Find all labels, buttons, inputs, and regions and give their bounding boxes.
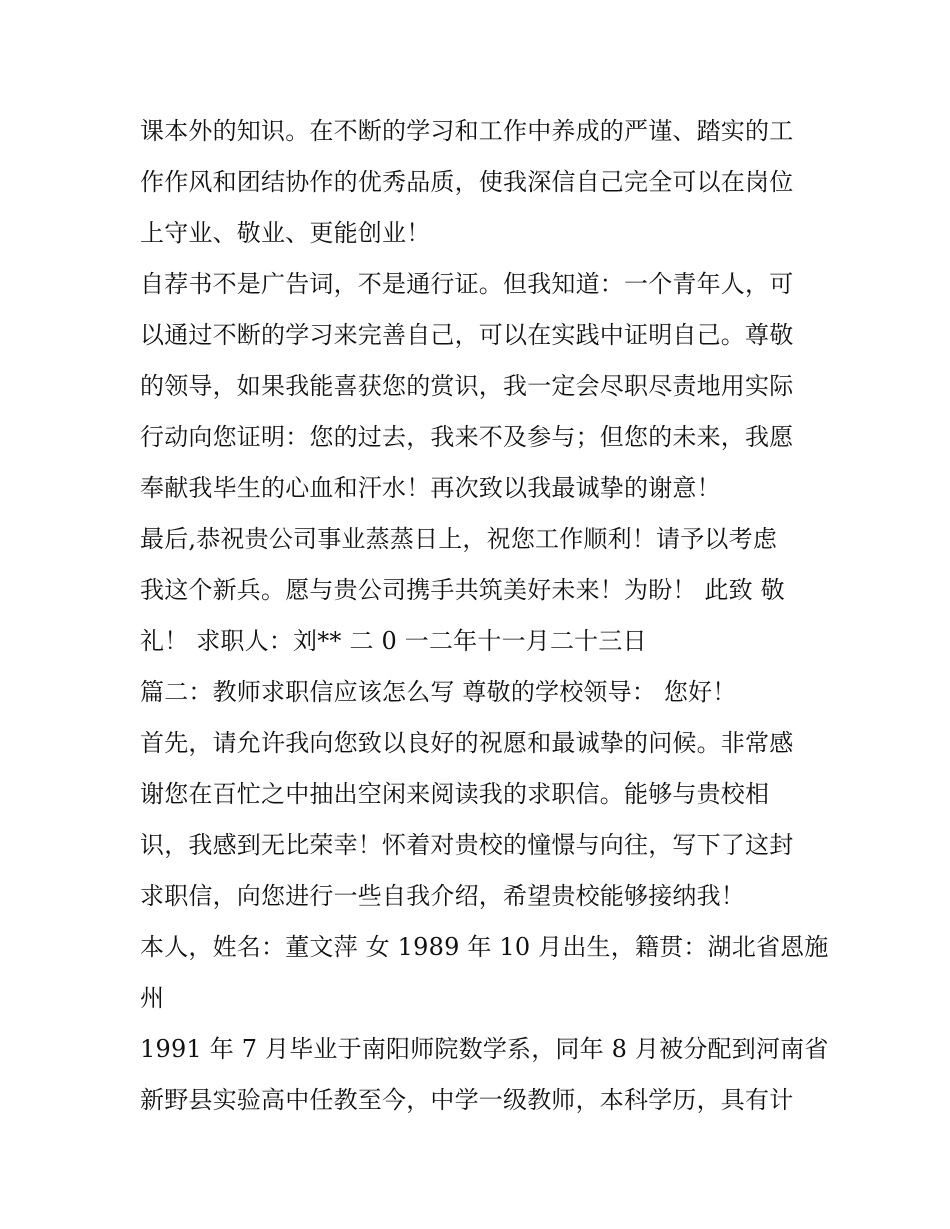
text-line: 礼！ 求职人：刘** 二 0 一二年十一月二十三日 (140, 627, 647, 655)
text-line: 以通过不断的学习来完善自己，可以在实践中证明自己。尊敬 (140, 321, 794, 349)
text-line: 州 (140, 984, 165, 1012)
text-line: 求职信，向您进行一些自我介绍，希望贵校能够接纳我！ (140, 882, 745, 910)
text-line: 本人，姓名：董文萍 女 1989 年 10 月出生，籍贯：湖北省恩施 (140, 933, 829, 961)
text-line: 识，我感到无比荣幸！怀着对贵校的憧憬与向往，写下了这封 (140, 831, 794, 859)
text-line: 上守业、敬业、更能创业！ (140, 219, 431, 247)
text-line: 奉献我毕生的心血和汗水！再次致以我最诚挚的谢意！ (140, 474, 721, 502)
text-line: 的领导，如果我能喜获您的赏识，我一定会尽职尽责地用实际 (140, 372, 794, 400)
section-heading-line: 篇二：教师求职信应该怎么写 尊敬的学校领导： 您好！ (140, 678, 737, 706)
text-line: 自荐书不是广告词，不是通行证。但我知道：一个青年人，可 (140, 270, 794, 298)
text-line: 我这个新兵。愿与贵公司携手共筑美好未来！为盼！ 此致 敬 (140, 576, 785, 604)
text-line: 新野县实验高中任教至今，中学一级教师，本科学历，具有计 (140, 1086, 794, 1114)
text-line: 1991 年 7 月毕业于南阳师院数学系，同年 8 月被分配到河南省 (140, 1035, 829, 1063)
text-line: 首先，请允许我向您致以良好的祝愿和最诚挚的问候。非常感 (140, 729, 794, 757)
text-line: 课本外的知识。在不断的学习和工作中养成的严谨、踏实的工 (140, 117, 794, 145)
text-line: 谢您在百忙之中抽出空闲来阅读我的求职信。能够与贵校相 (140, 780, 770, 808)
text-line: 最后,恭祝贵公司事业蒸蒸日上，祝您工作顺利！请予以考虑 (140, 525, 778, 553)
text-line: 作作风和团结协作的优秀品质，使我深信自己完全可以在岗位 (140, 168, 794, 196)
body-text (140, 106, 829, 1126)
text-line: 行动向您证明：您的过去，我来不及参与；但您的未来，我愿 (140, 423, 794, 451)
